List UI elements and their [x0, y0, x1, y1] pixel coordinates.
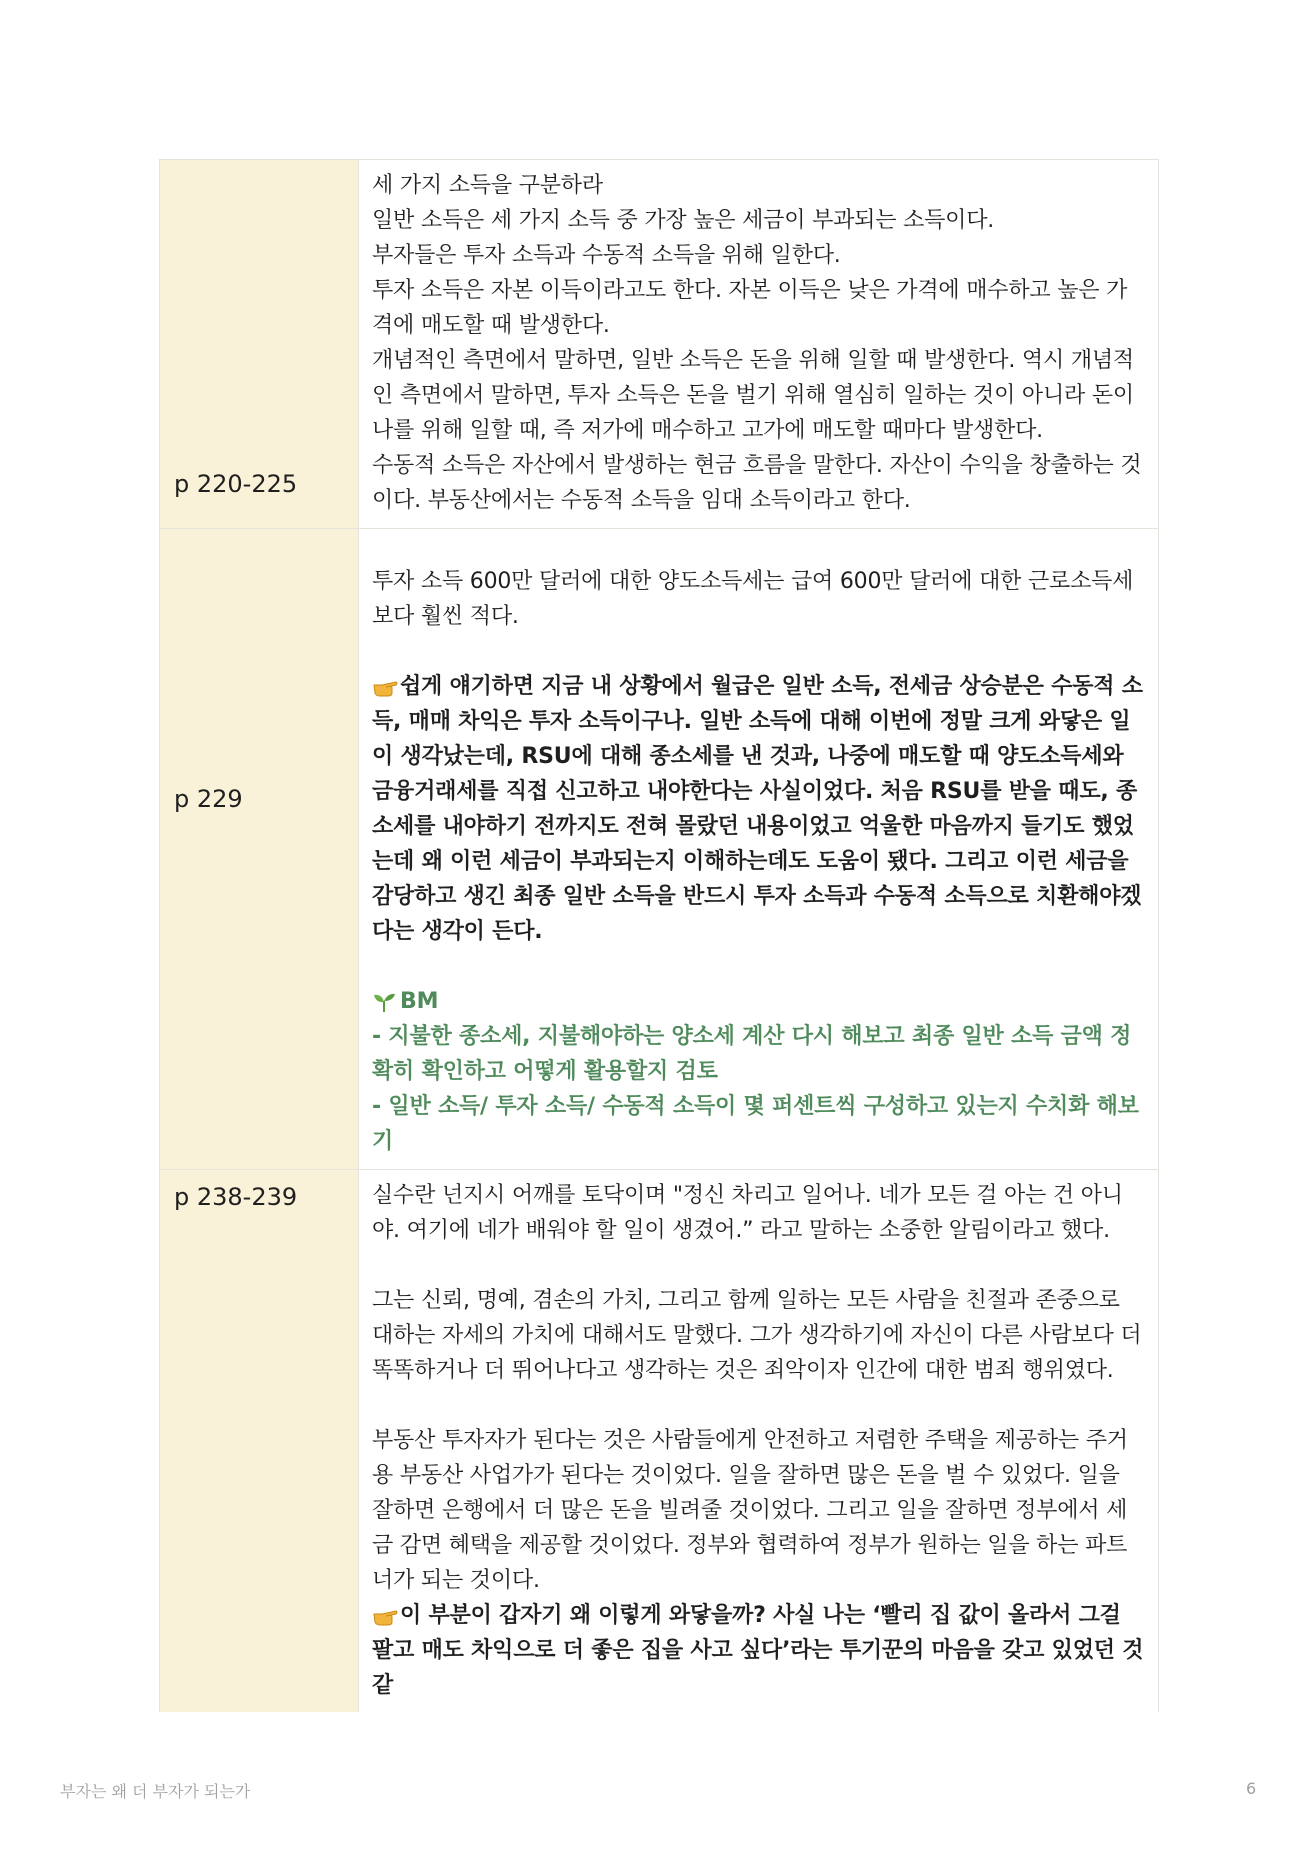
quote-line: 개념적인 측면에서 말하면, 일반 소득은 돈을 위해 일할 때 발생한다. 역시 개념적인 측면에서 말하면, 투자 소득은 돈을 벌기 위해 열심히 일하는 것이 아니라 돈이 나를 위해 일할 때, 즉 저가에 매수하고 고가에 매도할 때마다 발생한다. [372, 348, 1134, 443]
quote-paragraph: 투자 소득 600만 달러에 대한 양도소득세는 급여 600만 달러에 대한 근로소득세보다 훨씬 적다. [372, 569, 1134, 629]
pointing-hand-icon [372, 1598, 400, 1633]
quote-cell [359, 529, 1159, 1169]
sprout-icon [372, 984, 400, 1019]
bm-item: - 지불한 종소세, 지불해야하는 양소세 계산 다시 해보고 최종 일반 소득 금액 정확히 확인하고 어떻게 활용할지 검토 [372, 1024, 1132, 1084]
comment-text: 이 부분이 갑자기 왜 이렇게 와닿을까? 사실 나는 ‘빨리 집 값이 올라서 그걸 팔고 매도 차익으로 더 좋은 집을 사고 싶다’라는 투기꾼의 마음을 갖고 있었던 것 같 [372, 1603, 1144, 1698]
quote-cell [359, 160, 1159, 528]
page-ref: p 220-225 [174, 469, 298, 498]
pointing-hand-icon [372, 669, 400, 704]
notes-table [159, 159, 1159, 1712]
page-ref-cell [159, 160, 359, 528]
comment-paragraph [372, 1598, 1146, 1703]
table-row [159, 1170, 1159, 1712]
footer-page-number: 6 [1246, 1779, 1257, 1798]
page-ref-cell [159, 1170, 359, 1712]
quote-line: 투자 소득은 자본 이득이라고도 한다. 자본 이득은 낮은 가격에 매수하고 높은 가격에 매도할 때 발생한다. [372, 278, 1128, 338]
quote-paragraph: 실수란 넌지시 어깨를 토닥이며 "정신 차리고 일어나. 네가 모든 걸 아는 건 아니야. 여기에 네가 배워야 할 일이 생겼어.” 라고 말하는 소중한 알림이라고 했다. [372, 1183, 1123, 1243]
quote-paragraph: 그는 신뢰, 명예, 겸손의 가치, 그리고 함께 일하는 모든 사람을 친절과 존중으로 대하는 자세의 가치에 대해서도 말했다. 그가 생각하기에 자신이 다른 사람보다 더 똑똑하거나 더 뛰어나다고 생각하는 것은 죄악이자 인간에 대한 범죄 행위였다. [372, 1288, 1142, 1383]
comment-paragraph [372, 669, 1146, 949]
quote-cell [359, 1170, 1159, 1712]
table-row [159, 529, 1159, 1170]
page-ref: p 238-239 [174, 1183, 298, 1211]
comment-text: 쉽게 얘기하면 지금 내 상황에서 월급은 일반 소득, 전세금 상승분은 수동적 소득, 매매 차익은 투자 소득이구나. 일반 소득에 대해 이번에 정말 크게 와닿은 일이 생각났는데, RSU에 대해 종소세를 낸 것과, 나중에 매도할 때 양도소득세와 금융거래세를 직접 신고하고 내야한다는 사실이었다. 처음 RSU를 받을 때도, 종소세를 내야하기 전까지도 전혀 몰랐던 내용이었고 억울한 마음까지 들기도 했었는데 왜 이런 세금이 부과되는지 이해하는데도 도움이 됐다. 그리고 이런 세금을 감당하고 생긴 최종 일반 소득을 반드시 투자 소득과 수동적 소득으로 치환해야겠다는 생각이 든다. [372, 674, 1143, 944]
quote-line: 수동적 소득은 자산에서 발생하는 현금 흐름을 말한다. 자산이 수익을 창출하는 것이다. 부동산에서는 수동적 소득을 임대 소득이라고 한다. [372, 453, 1142, 513]
page-ref: p 229 [174, 784, 243, 813]
bm-item: - 일반 소득/ 투자 소득/ 수동적 소득이 몇 퍼센트씩 구성하고 있는지 수치화 해보기 [372, 1094, 1139, 1154]
quote-line: 세 가지 소득을 구분하라 [372, 173, 603, 198]
footer-title: 부자는 왜 더 부자가 되는가 [60, 1782, 251, 1801]
bm-title: BM [400, 989, 439, 1014]
bm-heading [372, 984, 1146, 1019]
quote-paragraph: 부동산 투자자가 된다는 것은 사람들에게 안전하고 저렴한 주택을 제공하는 주거용 부동산 사업가가 된다는 것이었다. 일을 잘하면 많은 돈을 벌 수 있었다. 일을 잘하면 은행에서 더 많은 돈을 빌려줄 것이었다. 그리고 일을 잘하면 정부에서 세금 감면 혜택을 제공할 것이었다. 정부와 협력하여 정부가 원하는 일을 하는 파트너가 되는 것이다. [372, 1428, 1128, 1593]
table-row [159, 160, 1159, 529]
quote-line: 일반 소득은 세 가지 소득 중 가장 높은 세금이 부과되는 소득이다. [372, 208, 995, 233]
page-ref-cell [159, 529, 359, 1169]
quote-line: 부자들은 투자 소득과 수동적 소득을 위해 일한다. [372, 243, 841, 268]
